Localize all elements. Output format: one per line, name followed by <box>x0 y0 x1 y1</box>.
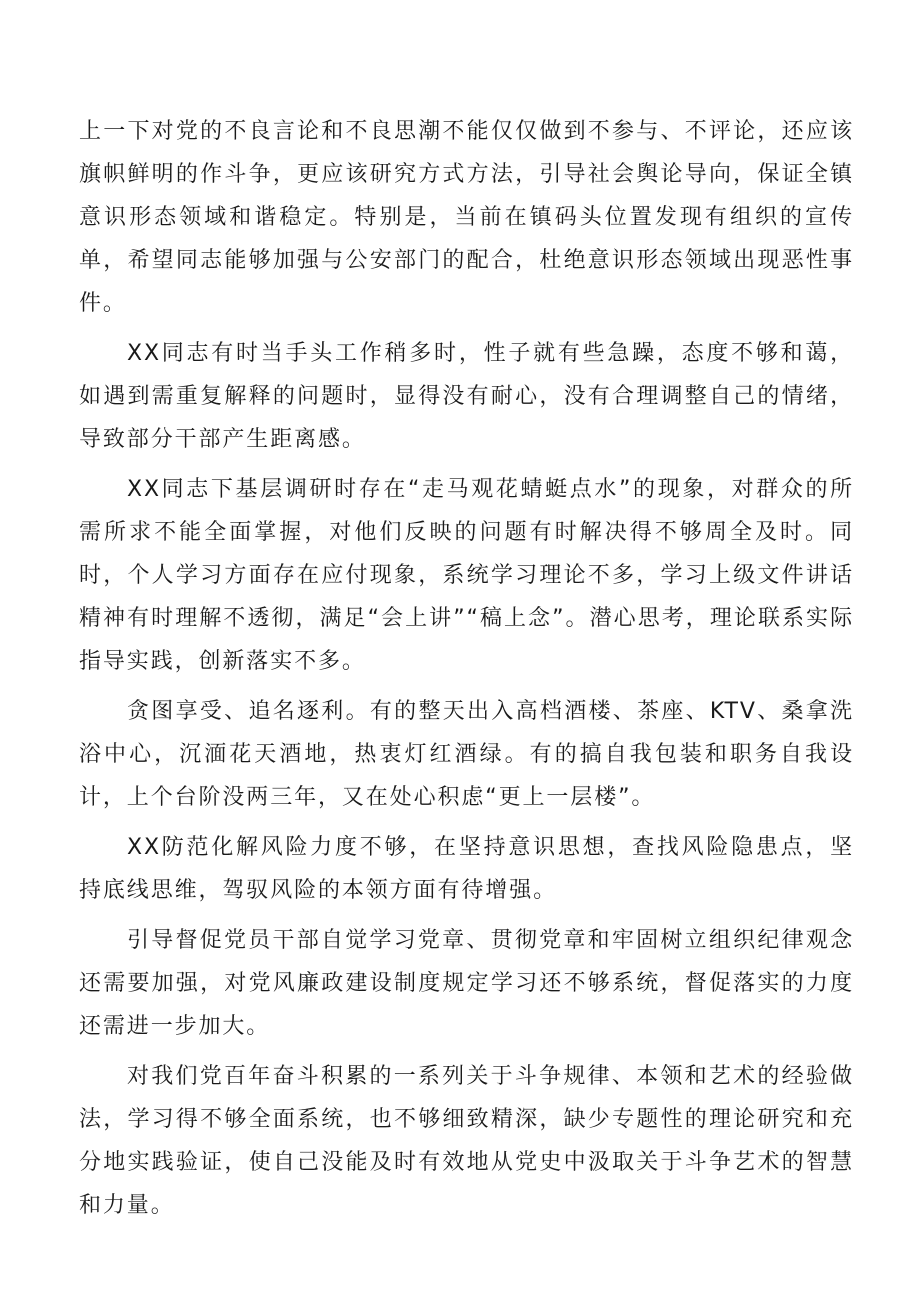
paragraph-5: XX防范化解风险力度不够，在坚持意识思想，查找风险隐患点，坚持底线思维，驾驭风险的本领方面有待增强。 <box>79 835 854 903</box>
paragraph-7: 对我们党百年奋斗积累的一系列关于斗争规律、本领和艺术的经验做法，学习得不够全面系统，也不够细致精深，缺少专题性的理论研究和充分地实践验证，使自己没能及时有效地从党史中汲取关于斗争艺术的智慧和力量。 <box>79 1064 854 1218</box>
paragraph-3: XX同志下基层调研时存在“走马观花蜻蜓点水”的现象，对群众的所需所求不能全面掌握，对他们反映的问题有时解决得不够周全及时。同时，个人学习方面存在应付现象，系统学习理论不多，学习上级文件讲话精神有时理解不透彻，满足“会上讲”“稿上念”。潜心思考，理论联系实际指导实践，创新落实不多。 <box>79 477 854 674</box>
paragraph-1: 上一下对党的不良言论和不良思潮不能仅仅做到不参与、不评论，还应该旗帜鲜明的作斗争，更应该研究方式方法，引导社会舆论导向，保证全镇意识形态领域和谐稳定。特别是，当前在镇码头位置发现有组织的宣传单，希望同志能够加强与公安部门的配合，杜绝意识形态领域出现恶性事件。 <box>79 119 854 316</box>
paragraph-6: 引导督促党员干部自觉学习党章、贯彻党章和牢固树立组织纪律观念还需要加强，对党风廉政建设制度规定学习还不够系统，督促落实的力度还需进一步加大。 <box>79 928 854 1039</box>
document-body <box>79 110 854 1234</box>
paragraph-4: 贪图享受、追名逐利。有的整天出入高档酒楼、茶座、KTV、桑拿洗浴中心，沉湎花天酒地，热衷灯红酒绿。有的搞自我包装和职务自我设计，上个台阶没两三年，又在处心积虑“更上一层楼”。 <box>79 699 854 810</box>
paragraph-2: XX同志有时当手头工作稍多时，性子就有些急躁，态度不够和蔼，如遇到需重复解释的问题时，显得没有耐心，没有合理调整自己的情绪，导致部分干部产生距离感。 <box>79 341 854 452</box>
